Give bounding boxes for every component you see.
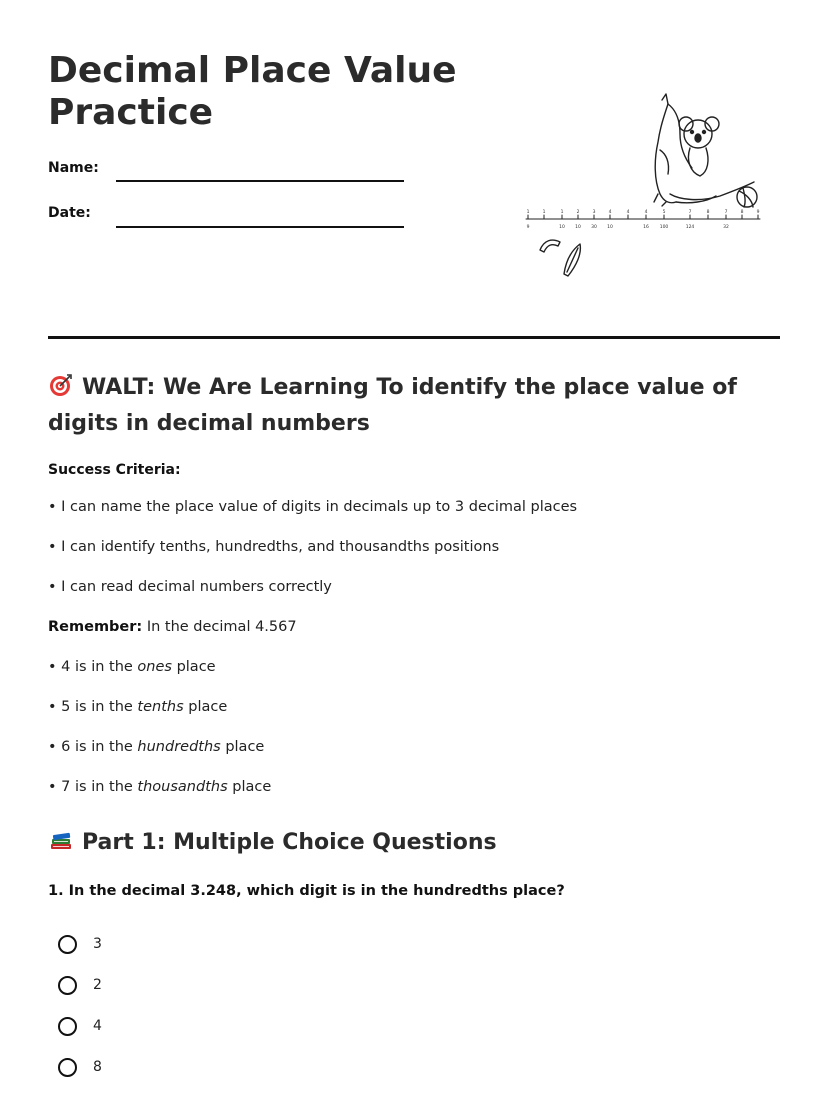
number-line-tick-label: 9 [526, 225, 530, 230]
number-line-tick-label: 4 [608, 210, 612, 215]
number-line-tick-label: 7 [724, 210, 728, 215]
number-line-tick-label: 1 [560, 210, 564, 215]
option-3[interactable] [58, 933, 780, 955]
remember-item-prefix: • 4 is in the [48, 659, 138, 675]
remember-text: In the decimal 4.567 [142, 619, 297, 635]
option-8[interactable] [58, 1056, 780, 1078]
number-line-tick-label: 4 [626, 210, 630, 215]
number-line-tick-label: 2 [576, 210, 580, 215]
remember-item [48, 738, 780, 757]
number-line-tick-label: 10 [607, 225, 613, 230]
question-1: 1. In the decimal 3.248, which digit is in the hundredths place? [48, 883, 565, 899]
remember-label: Remember: [48, 619, 143, 635]
part1-heading-text: Part 1: Multiple Choice Questions [82, 830, 497, 855]
page-title: Decimal Place Value Practice [48, 50, 457, 133]
remember-item-prefix: • 5 is in the [48, 699, 138, 715]
success-criteria-label: Success Criteria: [48, 462, 181, 478]
part1-heading [48, 825, 780, 861]
radio-button[interactable] [58, 1058, 77, 1077]
walt-heading [48, 370, 780, 442]
number-line-tick-label: 9 [756, 210, 760, 215]
worksheet-header [48, 50, 780, 290]
number-line-tick-label: 7 [688, 210, 692, 215]
remember-item [48, 698, 780, 717]
date-field[interactable] [116, 226, 404, 228]
option-label: 4 [93, 1018, 102, 1034]
success-criteria-item: • I can read decimal numbers correctly [48, 579, 332, 595]
question-1-options [48, 933, 780, 1078]
number-line-tick-label: 3 [592, 210, 596, 215]
number-line-tick-label: 8 [706, 210, 710, 215]
ball-icon [737, 187, 757, 207]
option-label: 3 [93, 936, 102, 952]
place-name: ones [137, 659, 172, 675]
option-label: 8 [93, 1059, 102, 1075]
remember-item-suffix: place [227, 779, 272, 795]
number-line-tick-label: 4 [644, 210, 648, 215]
number-line-tick-label: 32 [723, 225, 729, 230]
remember-item-suffix: place [171, 659, 216, 675]
boomerang-icon [540, 240, 560, 252]
option-2[interactable] [58, 974, 780, 996]
remember-item [48, 778, 780, 797]
number-line-tick-label: 1 [526, 210, 530, 215]
option-label: 2 [93, 977, 102, 993]
target-icon [48, 373, 74, 397]
success-criteria-item: • I can name the place value of digits in decimals up to 3 decimal places [48, 499, 578, 515]
name-field[interactable] [116, 180, 404, 182]
radio-button[interactable] [58, 1017, 77, 1036]
number-line-tick-label: 8 [740, 210, 744, 215]
number-line-tick-label: 10 [575, 225, 581, 230]
number-line-tick-label: 1 [542, 210, 546, 215]
kangaroo-icon [654, 94, 754, 206]
books-icon [48, 828, 74, 852]
name-label: Name: [48, 160, 99, 176]
number-line-tick-label: 124 [685, 225, 695, 230]
number-line-tick-label: 100 [659, 225, 669, 230]
place-name: tenths [137, 699, 184, 715]
radio-button[interactable] [58, 976, 77, 995]
number-line-tick-label: 30 [591, 225, 597, 230]
remember-item-suffix: place [183, 699, 228, 715]
number-line [526, 215, 760, 219]
remember-item [48, 658, 780, 677]
number-line-tick-label: 10 [559, 225, 565, 230]
surfboard-icon [564, 244, 580, 276]
option-4[interactable] [58, 1015, 780, 1037]
place-name: hundredths [137, 739, 221, 755]
remember-item-prefix: • 7 is in the [48, 779, 138, 795]
success-criteria-item: • I can identify tenths, hundredths, and thousandths positions [48, 539, 500, 555]
number-line-tick-label: 16 [643, 225, 649, 230]
walt-heading-text: WALT: We Are Learning To identify the place value of digits in decimal numbers [48, 375, 737, 436]
date-label: Date: [48, 205, 91, 221]
remember-item-prefix: • 6 is in the [48, 739, 138, 755]
number-line-tick-label: 5 [662, 210, 666, 215]
koala-icon [679, 117, 719, 176]
radio-button[interactable] [58, 935, 77, 954]
worksheet-content [48, 370, 780, 1097]
remember-note [48, 618, 780, 637]
kangaroo-koala-illustration [520, 90, 770, 280]
place-name: thousandths [137, 779, 228, 795]
remember-item-suffix: place [220, 739, 265, 755]
section-divider [48, 336, 780, 339]
